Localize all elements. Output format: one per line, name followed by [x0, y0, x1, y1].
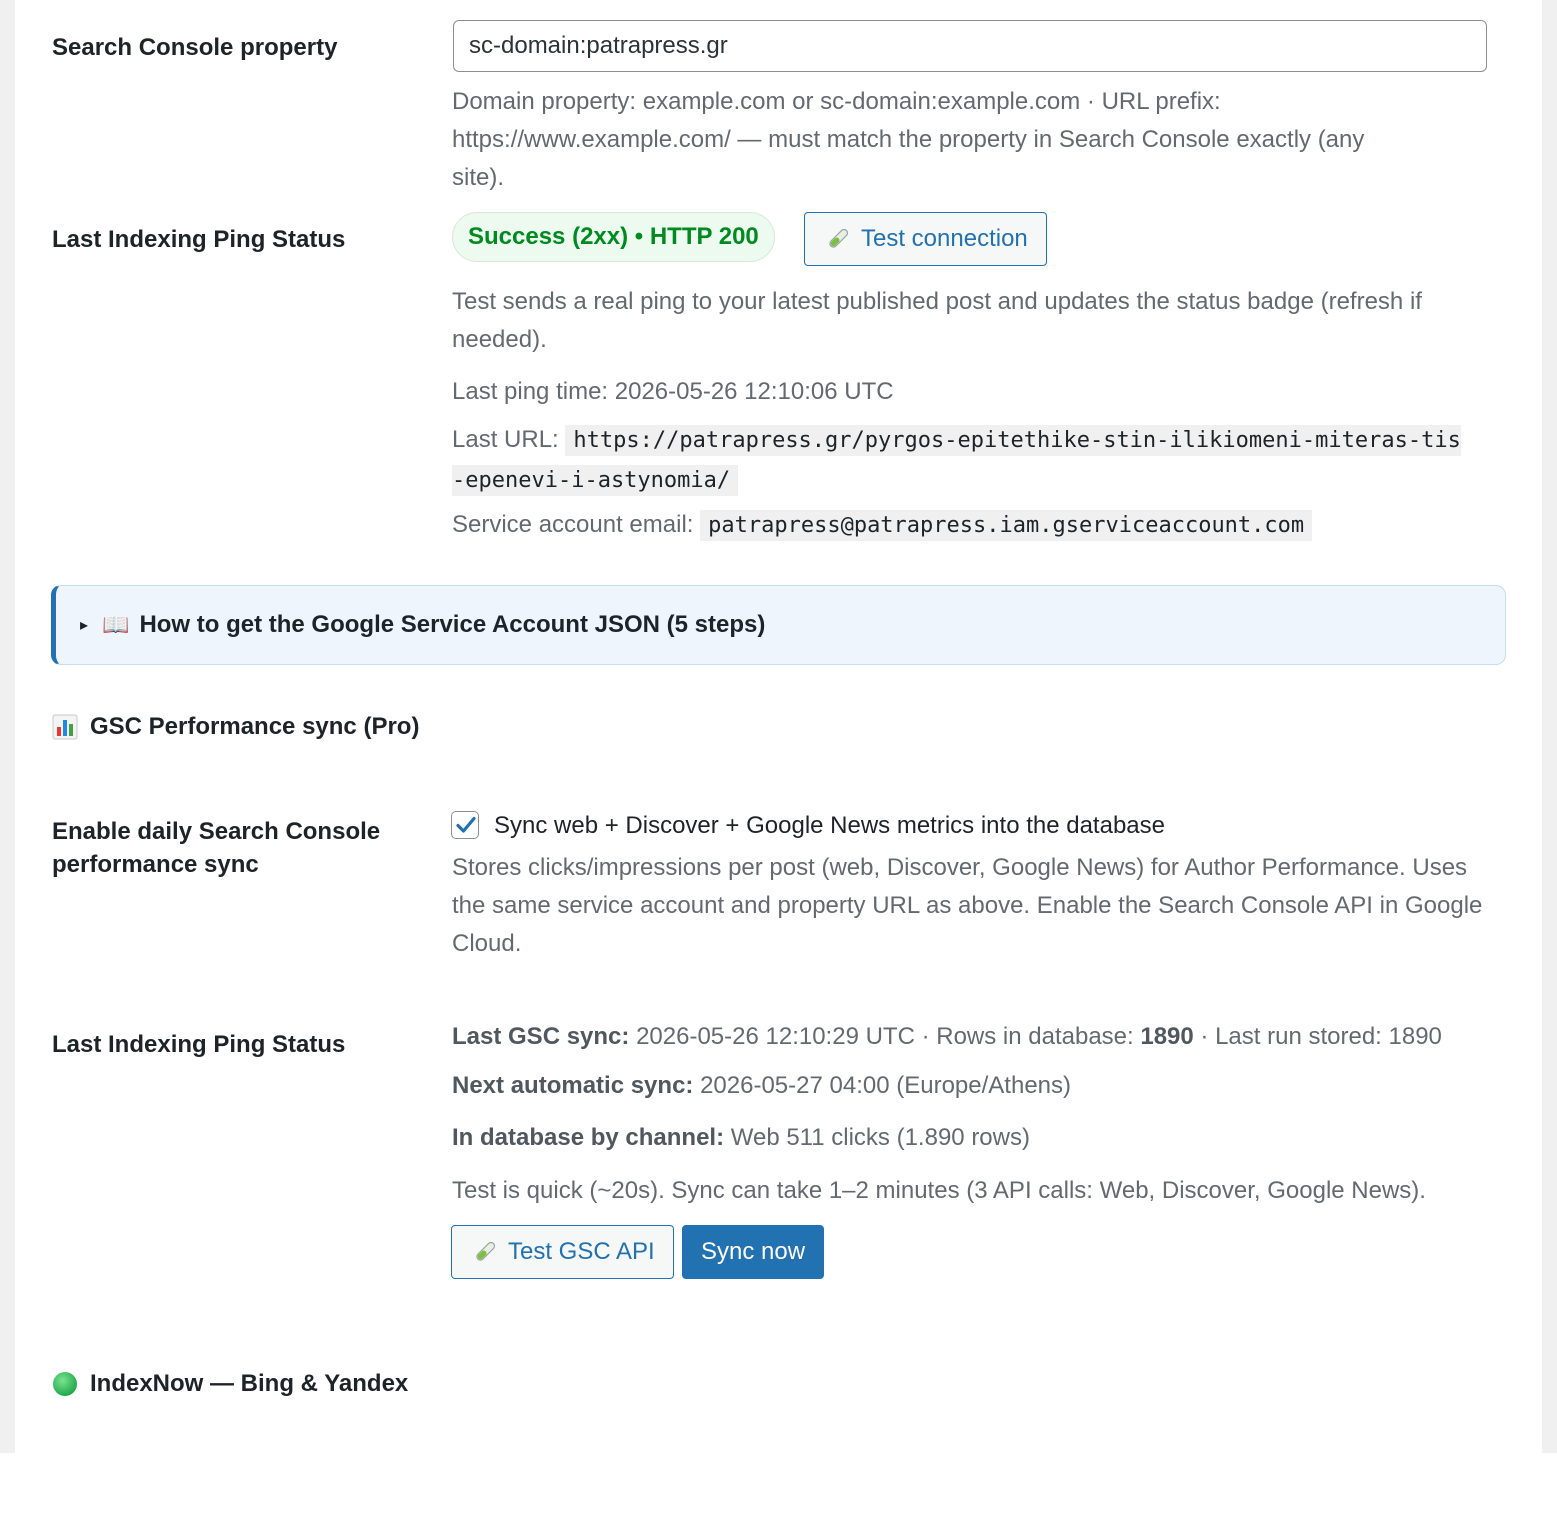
gsc-section-title: GSC Performance sync (Pro) [90, 713, 420, 740]
disclosure-caret-icon: ▸ [80, 617, 89, 634]
search-console-property-input[interactable] [453, 20, 1487, 72]
rows-in-database-value: 1890 [1140, 1023, 1194, 1050]
gsc-status-label: Last Indexing Ping Status [52, 1031, 346, 1058]
daily-sync-checkbox-label[interactable]: Sync web + Discover + Google News metrics into the database [494, 812, 1165, 839]
next-sync-row [452, 1072, 1071, 1100]
test-connection-button[interactable] [804, 212, 1047, 266]
last-url-row [452, 420, 1462, 500]
guide-summary: How to get the Google Service Account JSON (5 steps) [139, 611, 766, 638]
bar-chart-icon [52, 714, 78, 740]
last-gsc-sync-value: 2026-05-26 12:10:29 UTC · Rows in database: [636, 1023, 1134, 1050]
indexing-status-label: Last Indexing Ping Status [52, 226, 346, 253]
last-gsc-sync-label: Last GSC sync: [452, 1023, 630, 1050]
checkmark-icon [454, 813, 478, 837]
search-console-property-label: Search Console property [52, 34, 338, 61]
last-run-stored: · Last run stored: 1890 [1200, 1023, 1442, 1050]
by-channel-row [452, 1124, 1030, 1152]
test-tube-icon [472, 1239, 498, 1265]
service-account-guide-toggle[interactable] [51, 585, 1506, 665]
sync-duration-note: Test is quick (~20s). Sync can take 1–2 minutes (3 API calls: Web, Discover, Google News). [452, 1177, 1426, 1204]
test-gsc-api-button[interactable] [451, 1225, 674, 1279]
test-connection-label: Test connection [861, 225, 1028, 252]
test-gsc-api-label: Test GSC API [508, 1238, 655, 1265]
by-channel-label: In database by channel: [452, 1124, 725, 1151]
by-channel-value: Web 511 clicks (1.890 rows) [730, 1124, 1030, 1151]
last-url-label: Last URL: [452, 426, 559, 453]
last-ping-time: Last ping time: 2026-05-26 12:10:06 UTC [452, 378, 894, 405]
green-circle-icon [52, 1371, 78, 1397]
next-sync-value: 2026-05-27 04:00 (Europe/Athens) [700, 1072, 1071, 1099]
indexnow-section-heading [52, 1370, 408, 1398]
open-book-icon: 📖 [102, 612, 130, 637]
last-url-value: https://patrapress.gr/pyrgos-epitethike-stin-ilikiomeni-miteras-tis-epenevi-i-astynomia/ [452, 425, 1461, 496]
gsc-section-heading [52, 713, 419, 741]
service-email-row [452, 506, 1312, 545]
daily-sync-description: Stores clicks/impressions per post (web, Discover, Google News) for Author Performance. Uses the same service account and property URL as above. Enable the Search Console API in Google Cloud. [452, 854, 1483, 957]
indexnow-section-title: IndexNow — Bing & Yandex [90, 1370, 409, 1397]
search-console-property-description: Domain property: example.com or sc-domain:example.com · URL prefix: https://www.example.com/ — must match the property in Search Console exactly (any site). [452, 88, 1365, 191]
next-sync-label: Next automatic sync: [452, 1072, 694, 1099]
service-email-label: Service account email: [452, 511, 694, 538]
daily-sync-label: Enable daily Search Console performance sync [52, 818, 381, 878]
sync-now-button[interactable]: Sync now [682, 1225, 824, 1279]
indexing-status-description: Test sends a real ping to your latest published post and updates the status badge (refresh if needed). [452, 288, 1422, 353]
last-gsc-sync-row [452, 1023, 1442, 1051]
daily-sync-checkbox[interactable] [451, 811, 479, 839]
service-email-value: patrapress@patrapress.iam.gserviceaccount.com [700, 510, 1312, 541]
status-badge: Success (2xx) • HTTP 200 [452, 212, 775, 262]
test-tube-icon [825, 226, 851, 252]
